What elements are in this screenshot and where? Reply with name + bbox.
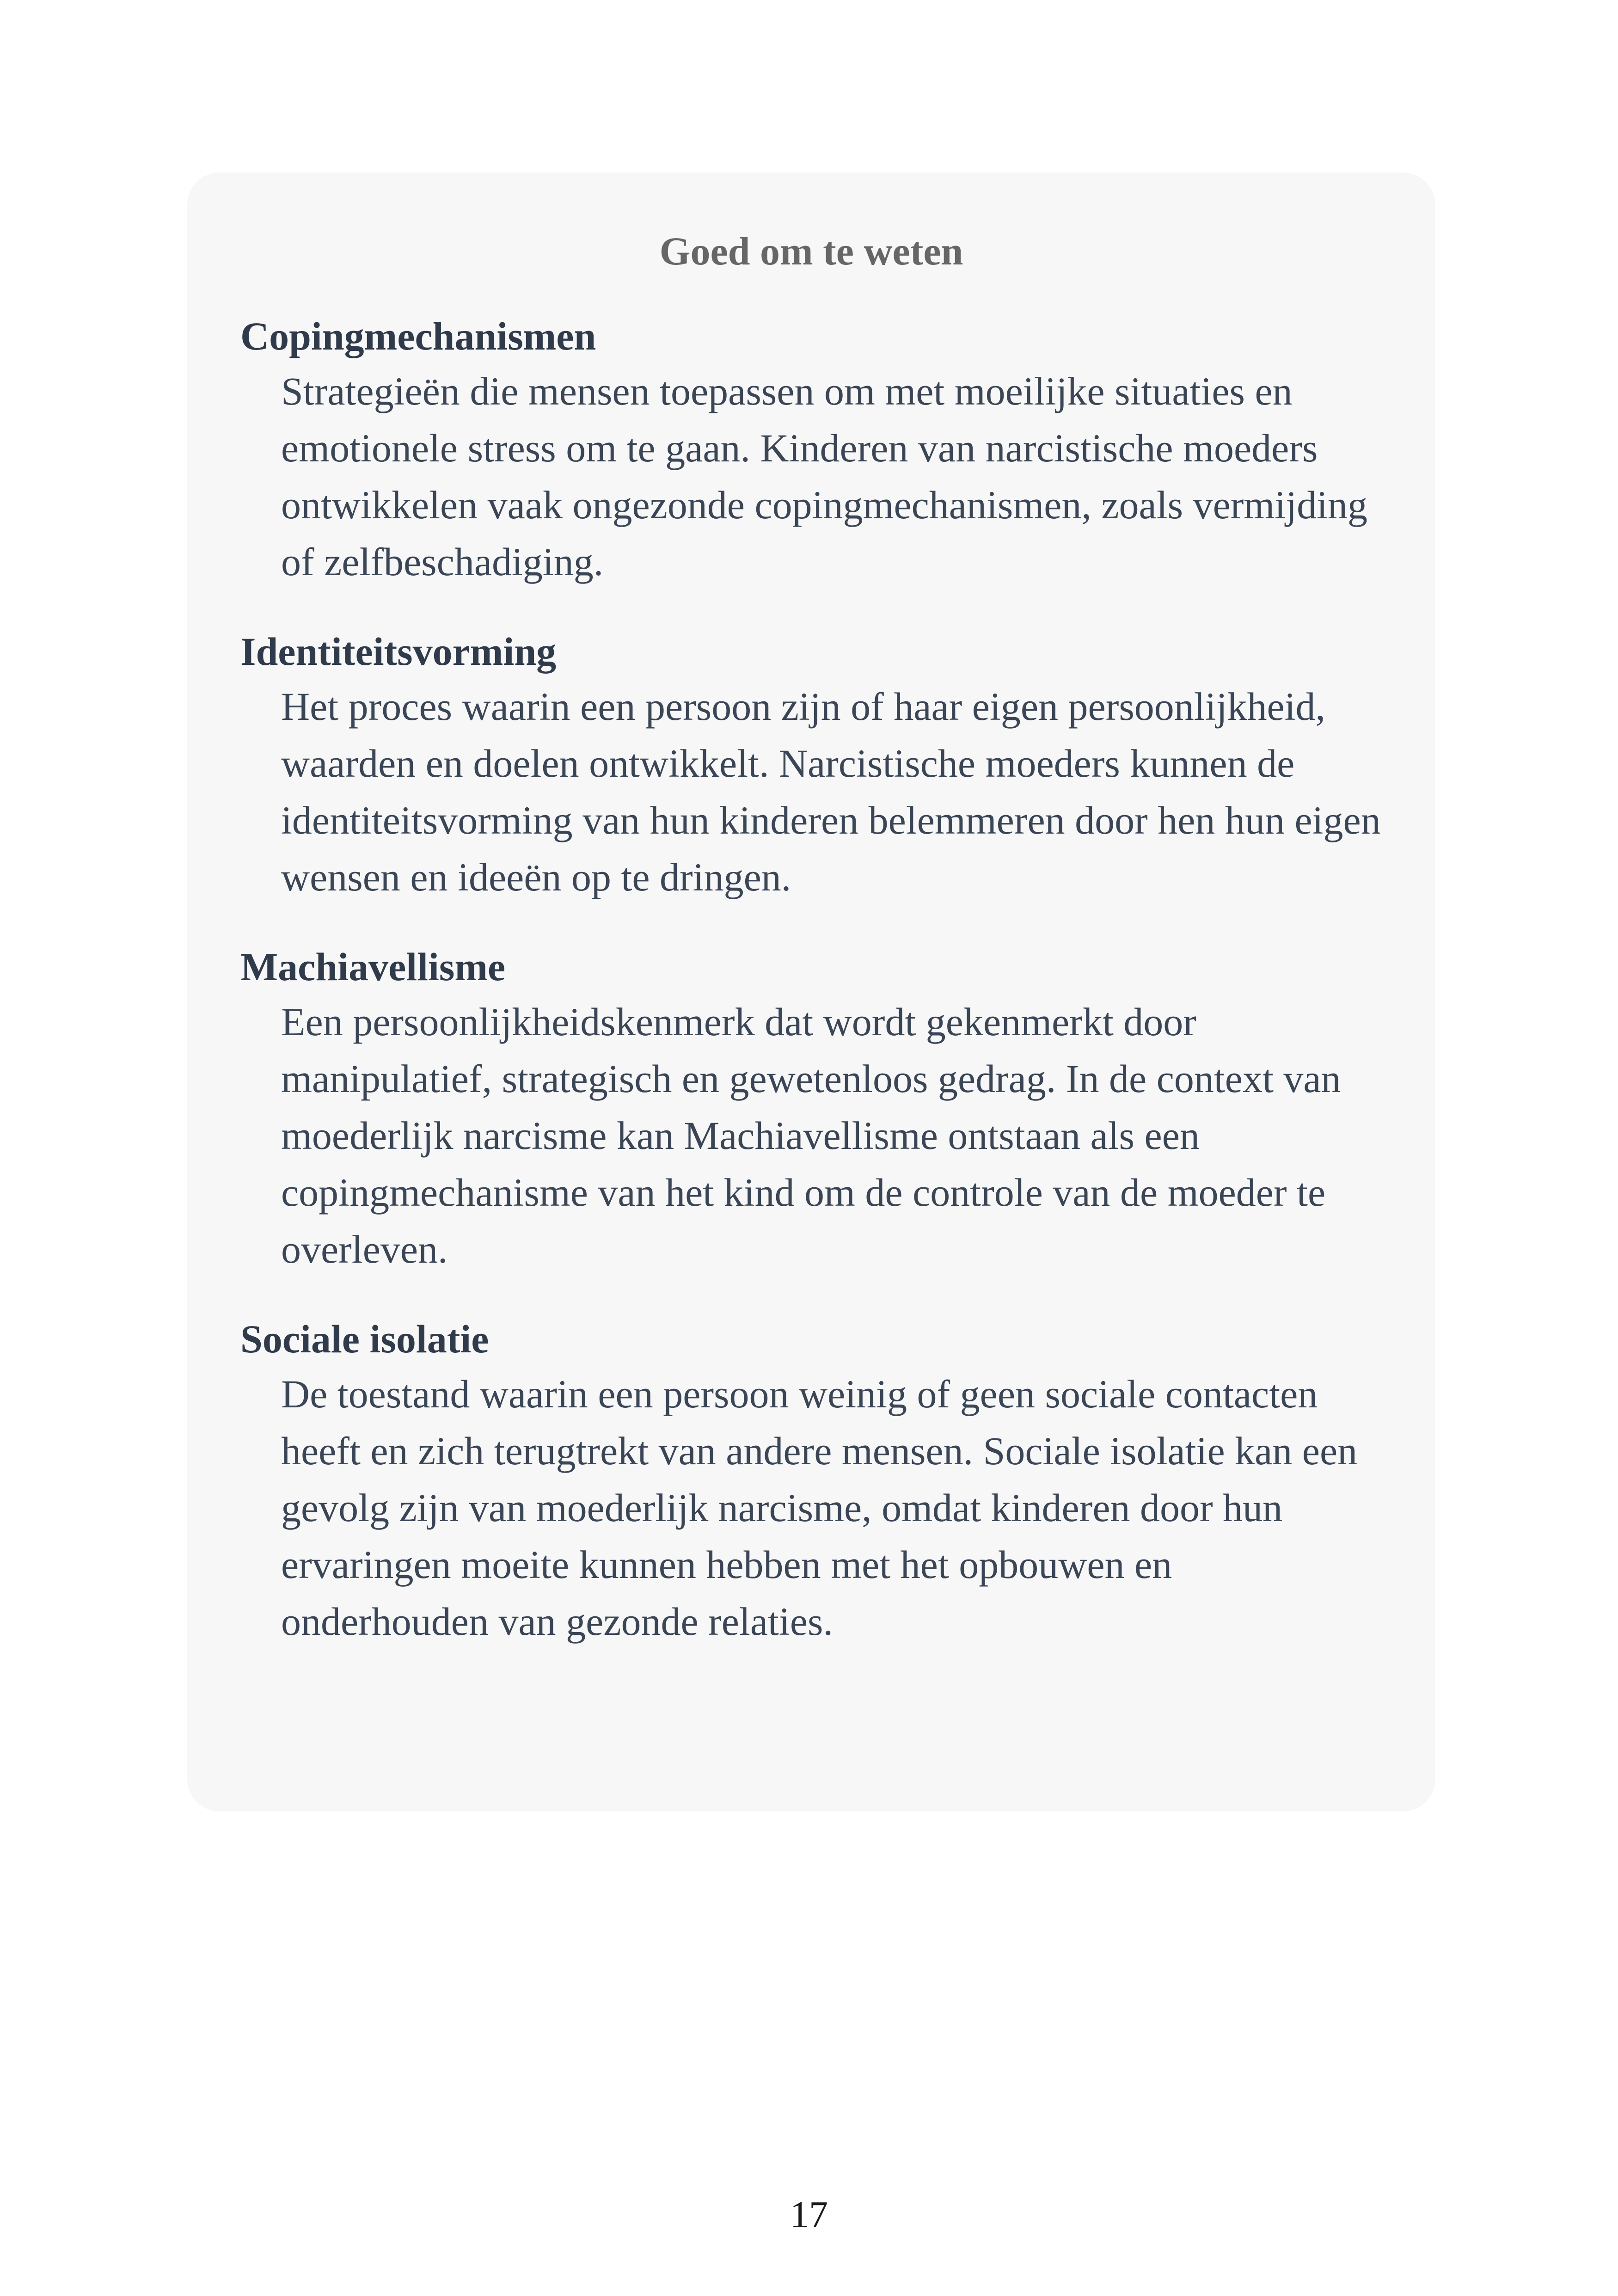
- page-number: 17: [790, 2193, 828, 2235]
- term-entry: [240, 1313, 1382, 1650]
- term-name: Machiavellisme: [240, 945, 506, 989]
- term-entry: [240, 940, 1382, 1278]
- term-name: Identiteitsvorming: [240, 629, 557, 674]
- term-name: Sociale isolatie: [240, 1317, 489, 1361]
- box-title: Goed om te weten: [659, 229, 963, 273]
- term-name: Copingmechanismen: [240, 314, 596, 358]
- term-definition: Een persoonlijkheidskenmerk dat wordt gekenmerkt door manipulatief, strategisch en gewetenloos gedrag. In de context van moederlijk narcisme kan Machiavellisme ontstaan als een copingmechanisme van het kind om de controle van de moeder te overleven.: [281, 1000, 1341, 1271]
- term-entry: [240, 310, 1382, 590]
- term-definition: Het proces waarin een persoon zijn of haar eigen persoonlijkheid, waarden en doelen ontwikkelt. Narcistische moeders kunnen de identiteitsvorming van hun kinderen belemmeren door hen hun eigen wensen en ideeën op te dringen.: [281, 684, 1381, 899]
- info-box: [187, 172, 1435, 1811]
- term-entry: [240, 625, 1382, 906]
- term-definition: Strategieën die mensen toepassen om met moeilijke situaties en emotionele stress om te gaan. Kinderen van narcistische moeders ontwikkelen vaak ongezonde copingmechanismen, zoals vermijding of zelfbeschadiging.: [281, 369, 1367, 584]
- term-definition: De toestand waarin een persoon weinig of geen sociale contacten heeft en zich terugtrekt van andere mensen. Sociale isolatie kan een gevolg zijn van moederlijk narcisme, omdat kinderen door hun ervaringen moeite kunnen hebben met het opbouwen en onderhouden van gezonde relaties.: [281, 1372, 1358, 1644]
